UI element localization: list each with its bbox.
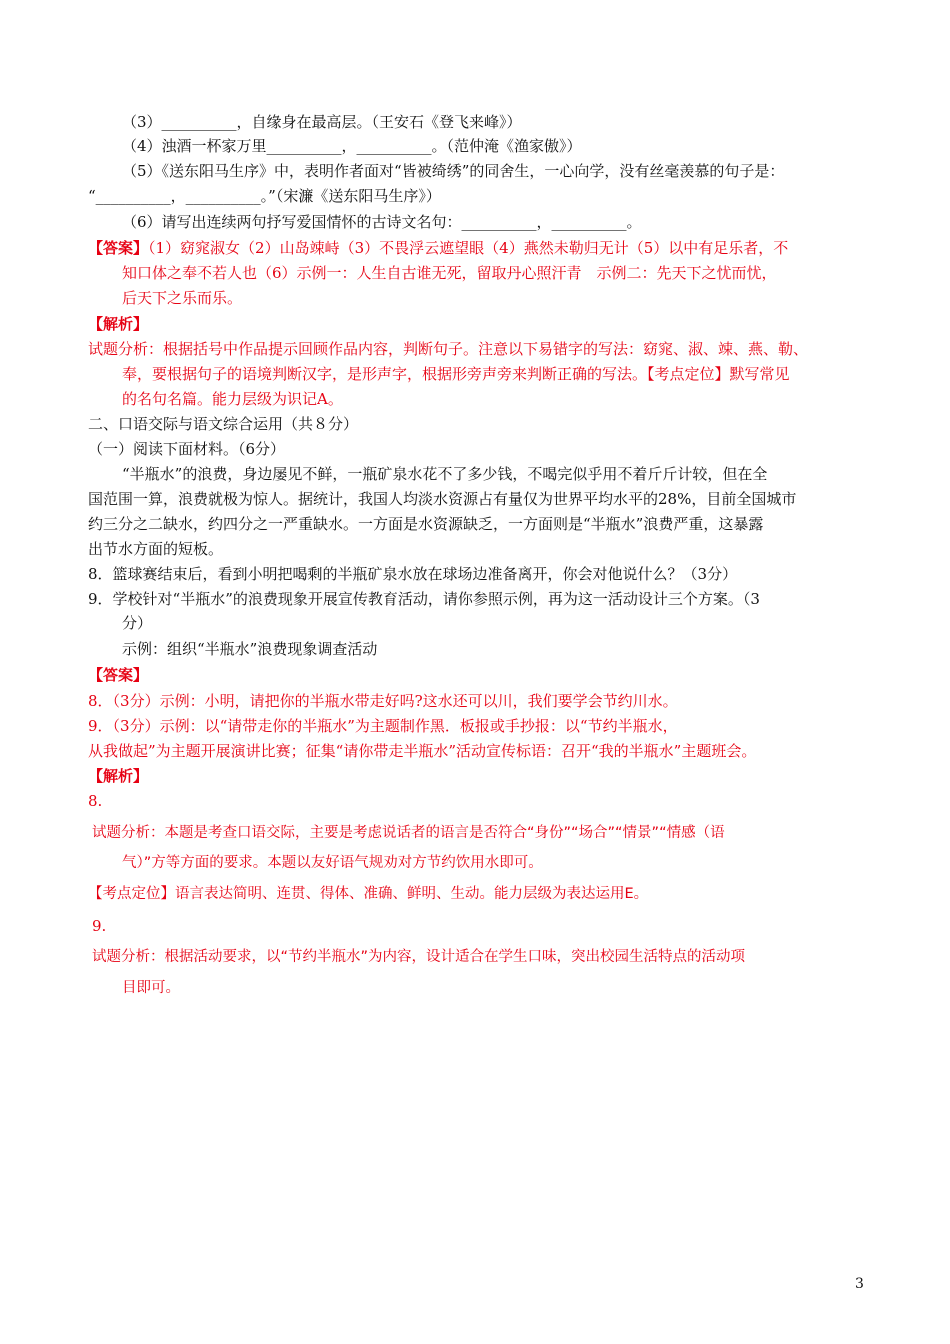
answer1-line1 [88,237,788,259]
answer1-text: （1）窈窕淑女（2）山岛竦峙（3）不畏浮云遮望眼（4）燕然未勒归无计（5）以中有足乐者，不 [148,239,789,257]
section-subheading: （一）阅读下面材料。（6分） [88,440,286,458]
answer-8: 8．（3分）示例：小明，请把你的半瓶水带走好吗?这水还可以川，我们要学会节约川水。 [88,692,678,710]
answer-9-line1: 9．（3分）示例：以“请带走你的半瓶水”为主题制作黑．板报或手抄报：以“节约半瓶水， [88,717,678,735]
analysis-number-9: 9. [92,917,107,935]
material-para1: “半瓶水”的浪费，身边屡见不鲜，一瓶矿泉水花不了多少钱，不喝完似乎用不着斤斤计较，但在全 [122,465,768,483]
analysis-8-kaodian: 【考点定位】语言表达简明、连贯、得体、准确、鲜明、生动。能力层级为表达运用E。 [88,886,649,902]
question-8: 8．篮球赛结束后，看到小明把喝剩的半瓶矿泉水放在球场边准备离开，你会对他说什么？（3分） [88,565,738,583]
question-9-line2: 分） [122,614,153,632]
analysis1-line2: 奉，要根据句子的语境判断汉字，是形声字，根据形旁声旁来判断正确的写法。【考点定位】默写常见 [122,365,790,383]
analysis1-line3: 的名句名篇。能力层级为识记A。 [122,390,343,408]
fill-in-q5-line1: （5）《送东阳马生序》中，表明作者面对“皆被绮绣”的同舍生，一心向学，没有丝毫羡慕的句子是： [122,162,785,180]
answer1-line2: 知口体之奉不若人也（6）示例一：人生自古谁无死，留取丹心照汗青 示例二：先天下之忧而忧， [122,264,777,282]
analysis1-line1: 试题分析：根据括号中作品提示回顾作品内容，判断句子。注意以下易错字的写法：窈窕、淑、竦、燕、勒、 [88,340,809,358]
material-para2: 国范围一算，浪费就极为惊人。据统计，我国人均淡水资源占有量仅为世界平均水平的28%，目前全国城市 [88,490,797,508]
example-text: 示例：组织“半瓶水”浪费现象调查活动 [122,640,378,658]
answer-label: 【答案】 [88,666,149,684]
fill-in-q5-line2: “__________，__________。”（宋濂《送东阳马生序》） [88,187,441,205]
answer-label: 【答案】 [88,239,149,257]
material-para3: 约三分之二缺水，约四分之一严重缺水。一方面是水资源缺乏，一方面则是“半瓶水”浪费严重，这暴露 [88,515,764,533]
fill-in-q4: （4）浊酒一杯家万里__________，__________。（范仲淹《渔家傲》） [122,137,582,155]
question-9-line1: 9．学校针对“半瓶水”的浪费现象开展宣传教育活动，请你参照示例，再为这一活动设计三个方案。（3 [88,590,760,608]
analysis-9-line1: 试题分析：根据活动要求，以“节约半瓶水”为内容，设计适合在学生口味，突出校园生活特点的活动项 [92,949,746,965]
page-number: 3 [855,1276,864,1292]
analysis-label: 【解析】 [88,315,149,333]
analysis-8-line1: 试题分析：本题是考查口语交际，主要是考虑说话者的语言是否符合“身份”“场合”“情景”“情感（语 [92,825,725,841]
analysis-label: 【解析】 [88,767,149,785]
analysis-number-8: 8. [88,792,103,810]
answer1-line3: 后天下之乐而乐。 [122,289,243,307]
analysis-8-line2: 气）”方等方面的要求。本题以友好语气规劝对方节约饮用水即可。 [122,855,543,871]
answer-9-line2: 从我做起”为主题开展演讲比赛；征集“请你带走半瓶水”活动宣传标语：召开“我的半瓶水”主题班会。 [88,742,757,760]
fill-in-q6: （6）请写出连续两句抒写爱国情怀的古诗文名句：__________，__________。 [122,213,642,231]
section-heading: 二、口语交际与语文综合运用（共８分） [88,415,359,433]
analysis-9-line2: 目即可。 [122,980,180,996]
fill-in-q3: （3）__________，自缘身在最高层。（王安石《登飞来峰》） [122,113,522,131]
material-para4: 出节水方面的短板。 [88,540,224,558]
